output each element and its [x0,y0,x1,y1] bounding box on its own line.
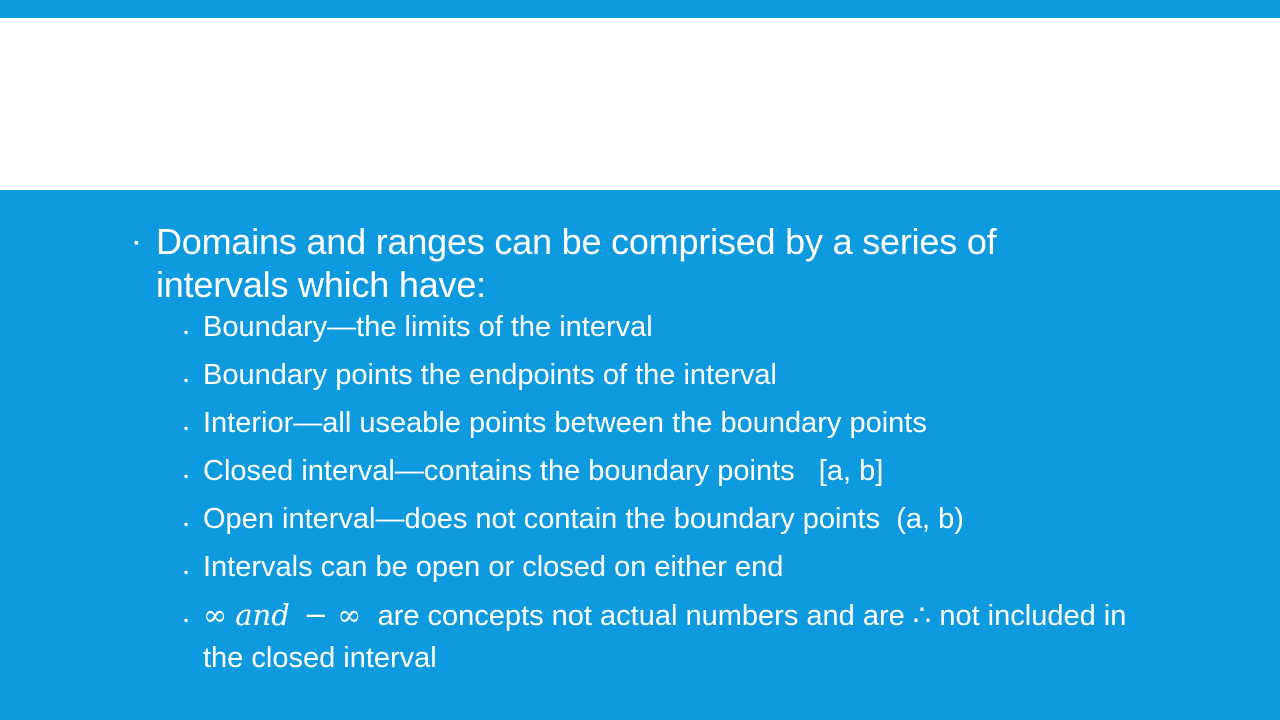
math-and: and [235,598,290,632]
sub-bullet-list [184,311,1144,692]
sub-bullet-text: Boundary points the endpoints of the interval [203,359,777,391]
bullet-marker-icon: ▪ [184,469,189,483]
sub-bullet-text: Intervals can be open or closed on either end [203,551,784,583]
sub-bullet-text: Boundary—the limits of the interval [203,311,653,343]
slide-content [0,190,1280,720]
bullet-marker-icon: ▪ [184,421,189,435]
bullet-marker-icon: ▪ [184,325,189,339]
bullet-marker-icon: ▪ [184,565,189,579]
bullet-marker-icon: ▪ [134,234,139,250]
title-area [0,18,1280,190]
top-accent-bar [0,0,1280,18]
therefore-symbol: ∴ [912,598,932,632]
infinity-symbol: ∞ [203,598,228,632]
infinity-bullet-text [203,594,1144,679]
main-bullet-text: Domains and ranges can be comprised by a series of intervals which have: [156,221,997,305]
negative-infinity: − ∞ [303,598,362,632]
list-item [184,598,1144,692]
sub-bullet-text: Closed interval—contains the boundary points [a, b] [203,455,884,487]
closing-text: not included in the closed interval [203,600,1127,674]
main-bullet [134,220,1134,306]
bullet-marker-icon: ▪ [184,517,189,531]
sub-bullet-text: Interior—all useable points between the boundary points [203,407,927,439]
sub-bullet-text: Open interval—does not contain the boundary points (a, b) [203,503,964,535]
concept-text: are concepts not actual numbers and are [377,600,905,632]
bullet-marker-icon: ▪ [184,373,189,387]
bullet-marker-icon: ▪ [184,613,189,627]
